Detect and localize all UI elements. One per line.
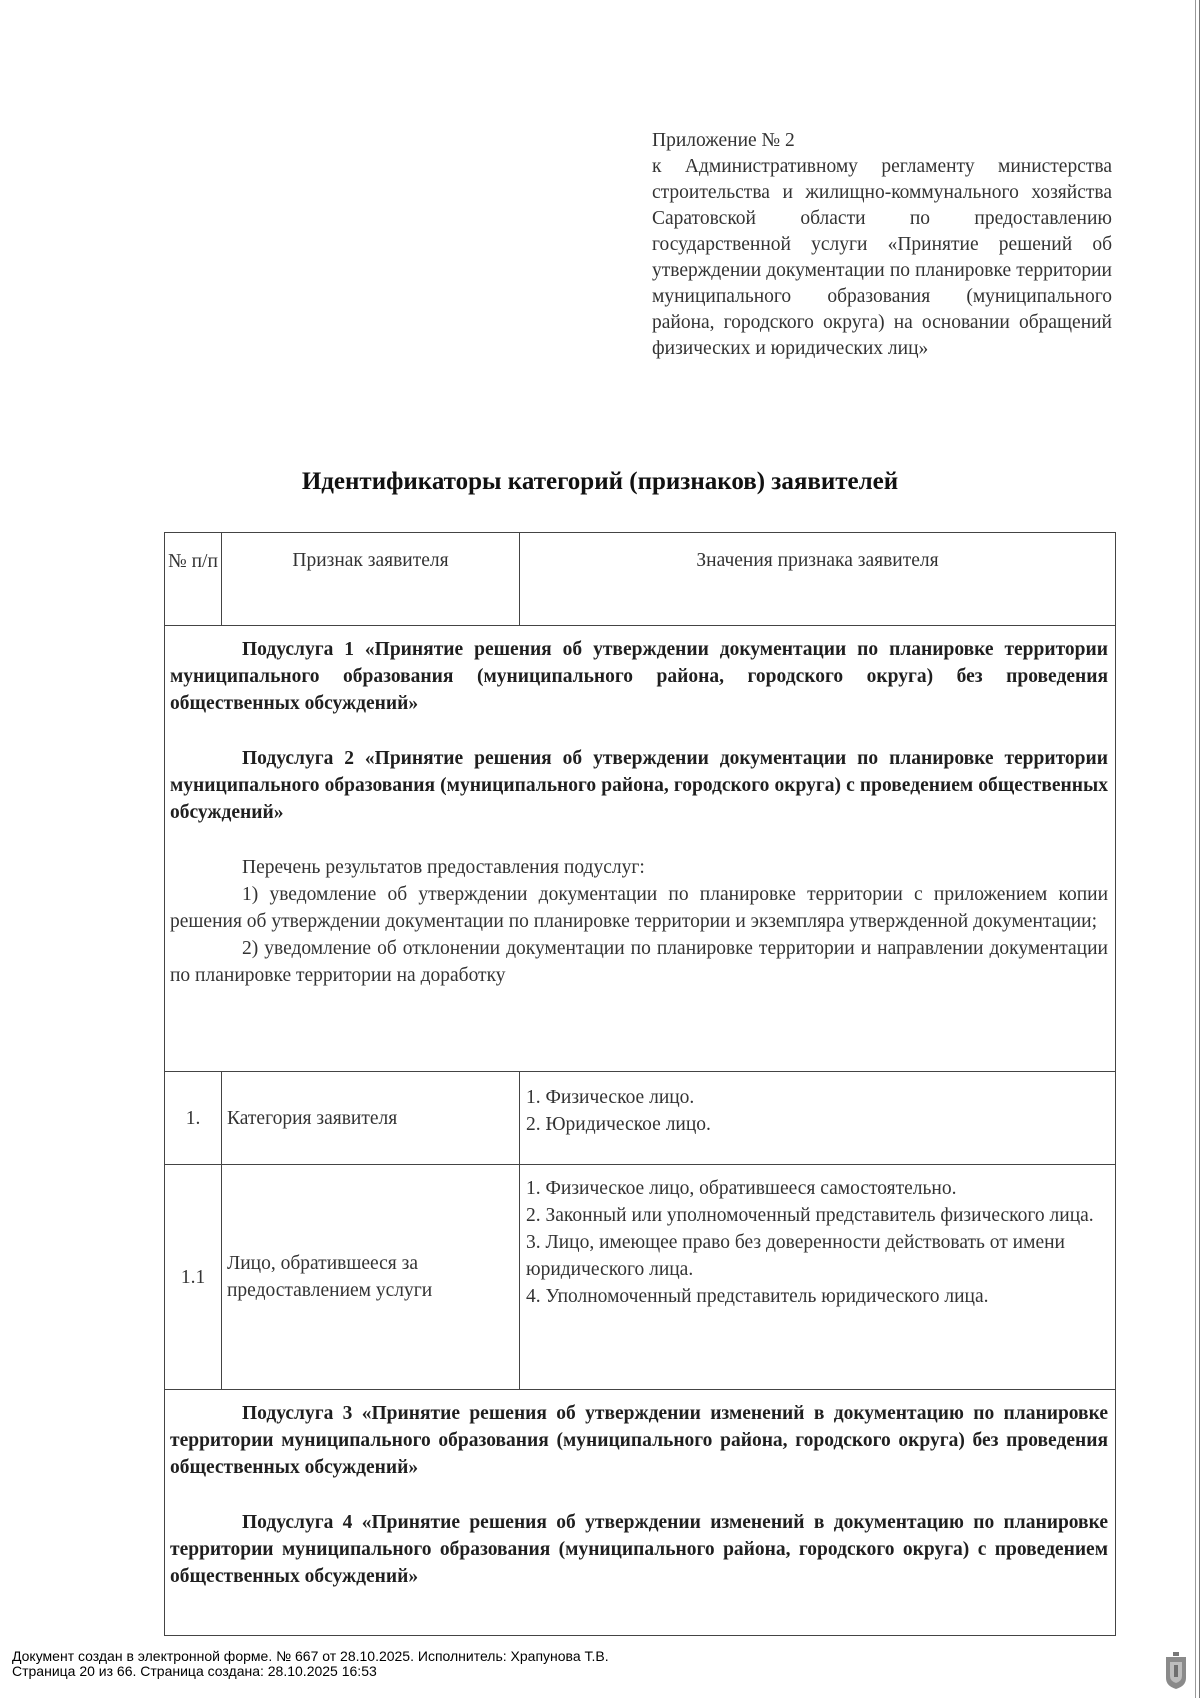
subservice-4-title: Подуслуга 4 «Принятие решения об утверждении изменений в документацию по планировке территории муниципального образования (муниципального района, городского округа) с проведением общественных обсуждений» [170,1512,1108,1587]
coat-of-arms-icon [1164,1652,1188,1690]
document-footer [12,1649,609,1679]
header-attribute: Признак заявителя [222,533,520,626]
row-attribute: Категория заявителя [222,1072,520,1165]
value-item: 2. Юридическое лицо. [526,1114,711,1135]
header-values: Значения признака заявителя [520,533,1116,626]
table-header-row [165,533,1116,626]
footer-line-1: Документ создан в электронной форме. № 667 от 28.10.2025. Исполнитель: Храпунова Т.В. [12,1648,609,1664]
results-intro: Перечень результатов предоставления подуслуг: [242,857,645,878]
subservice-1-title: Подуслуга 1 «Принятие решения об утверждении документации по планировке территории муниципального образования (муниципального района, городского округа) без проведения общественных обсуждений» [170,639,1108,714]
appendix-heading: Приложение № 2 [652,130,795,151]
appendix-block [652,128,1112,362]
subservice-block-1 [165,626,1116,1072]
value-item: 1. Физическое лицо. [526,1087,695,1108]
value-item: 3. Лицо, имеющее право без доверенности действовать от имени юридического лица. [526,1232,1065,1280]
row-num: 1.1 [165,1165,222,1390]
footer-line-2: Страница 20 из 66. Страница создана: 28.10.2025 16:53 [12,1663,377,1679]
document-title: Идентификаторы категорий (признаков) заявителей [301,468,899,495]
subservice-2-title: Подуслуга 2 «Принятие решения об утверждении документации по планировке территории муниципального образования (муниципального района, городского округа) с проведением общественных обсуждений» [170,748,1108,823]
row-values [520,1072,1116,1165]
value-item: 4. Уполномоченный представитель юридического лица. [526,1286,989,1307]
page-edge [1195,0,1200,1698]
result-item-2: 2) уведомление об отклонении документации по планировке территории и направлении документации по планировке территории на доработку [170,938,1108,986]
value-item: 1. Физическое лицо, обратившееся самостоятельно. [526,1178,957,1199]
result-item-1: 1) уведомление об утверждении документации по планировке территории с приложением копии решения об утверждении документации по планировке территории и экземпляра утвержденной документации; [170,884,1108,932]
subservice-block-2 [165,1390,1116,1636]
subservice-3-title: Подуслуга 3 «Принятие решения об утверждении изменений в документацию по планировке территории муниципального образования (муниципального района, городского округа) без проведения общественных обсуждений» [170,1403,1108,1478]
row-num: 1. [165,1072,222,1165]
row-attribute: Лицо, обратившееся за предоставлением услуги [222,1165,520,1390]
header-num: № п/п [165,533,222,626]
table-row [165,1072,1116,1165]
appendix-text: к Административному регламенту министерства строительства и жилищно-коммунального хозяйства Саратовской области по предоставлению государственной услуги «Принятие решений об утверждении документации по планировке территории муниципального образования (муниципального района, городского округа) на основании обращений физических и юридических лиц» [652,156,1112,359]
table-row [165,1165,1116,1390]
row-values [520,1165,1116,1390]
value-item: 2. Законный или уполномоченный представитель физического лица. [526,1205,1094,1226]
applicant-categories-table [164,532,1116,1636]
